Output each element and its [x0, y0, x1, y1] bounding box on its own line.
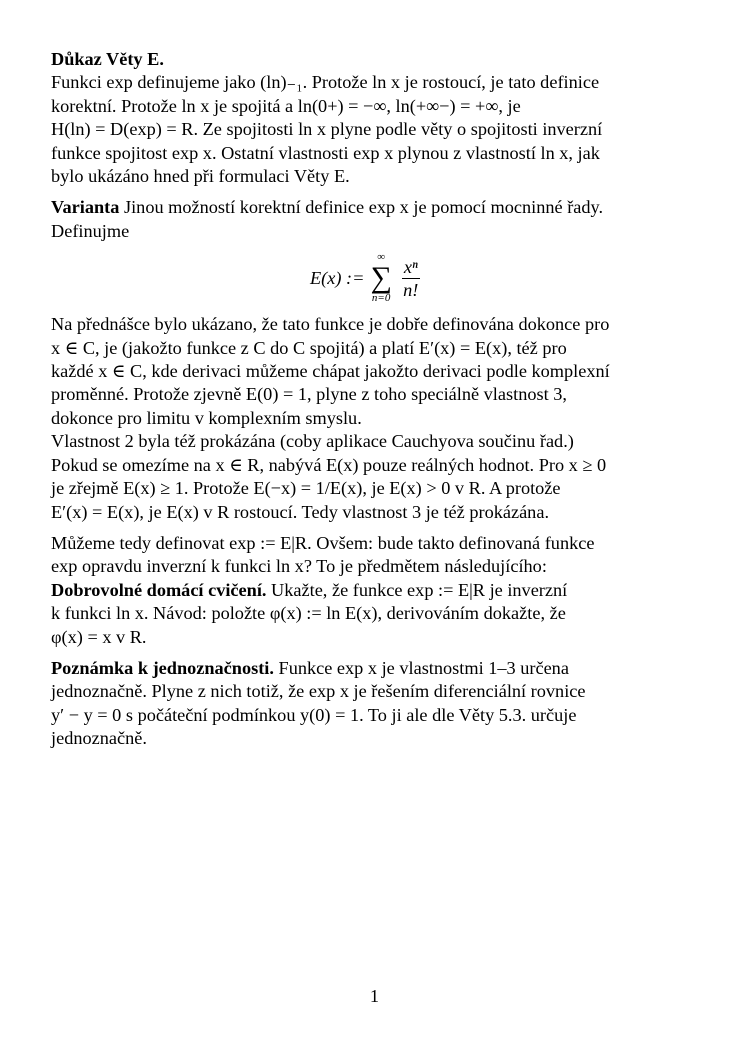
remark-section [51, 657, 699, 751]
text-line: exp opravdu inverzní k funkci ln x? To je předmětem následujícího: [51, 556, 547, 577]
series-formula [51, 243, 699, 313]
sigma-symbol: ∑ [370, 261, 392, 295]
page-number: 1 [369, 986, 380, 1006]
proof-section [51, 48, 699, 188]
text-line: bylo ukázáno hned při formulaci Věty E. [51, 166, 350, 187]
remark-label: Poznámka k jednoznačnosti. [51, 657, 274, 678]
text-line: φ(x) = x v R. [51, 626, 147, 647]
property2-section [51, 430, 699, 524]
proof-heading: Důkaz Věty E. [51, 49, 164, 69]
variant-label: Varianta [51, 197, 120, 218]
define-exp-section [51, 532, 699, 579]
text-line: dokonce pro limitu v komplexním smyslu. [51, 407, 362, 428]
text-line: Poznámka k jednoznačnosti. Funkce exp x je vlastnostmi 1–3 určena [51, 657, 569, 678]
text-line: proměnné. Protože zjevně E(0) = 1, plyne z toho speciálně vlastnost 3, [51, 384, 567, 405]
text-line: je zřejmě E(x) ≥ 1. Protože E(−x) = 1/E(x), je E(x) > 0 v R. A protože [51, 478, 561, 499]
numerator: xⁿ [402, 257, 420, 279]
sum-upper-limit: ∞ [377, 251, 386, 264]
text-line: Na přednášce bylo ukázano, že tato funkce je dobře definována dokonce pro [51, 314, 610, 335]
exercise-section [51, 579, 699, 649]
text-line: Varianta Jinou možností korektní definice exp x je pomocí mocninné řady. [51, 197, 604, 218]
text-line: y′ − y = 0 s počáteční podmínkou y(0) = 1. To ji ale dle Věty 5.3. určuje [51, 704, 577, 725]
lecture-section [51, 313, 699, 430]
text-line: jednoznačně. Plyne z nich totiž, že exp x je řešením diferenciální rovnice [51, 681, 586, 702]
text-line: H(ln) = D(exp) = R. Ze spojitosti ln x plyne podle věty o spojitosti inverzní [51, 119, 603, 140]
sum-lower-limit: n=0 [371, 292, 391, 305]
text-line: x ∈ C, je (jakožto funkce z C do C spojitá) a platí E′(x) = E(x), též pro [51, 337, 567, 358]
summation [370, 252, 391, 304]
formula-lhs: E(x) := [310, 267, 365, 288]
text-line: E′(x) = E(x), je E(x) v R rostoucí. Tedy vlastnost 3 je též prokázána. [51, 501, 550, 522]
fraction [402, 257, 420, 300]
exercise-label: Dobrovolné domácí cvičení. [51, 579, 267, 600]
text-line: Můžeme tedy definovat exp := E|R. Ovšem: bude takto definovaná funkce [51, 532, 595, 553]
text-line: korektní. Protože ln x je spojitá a ln(0+) = −∞, ln(+∞−) = +∞, je [51, 95, 521, 116]
variant-section [51, 196, 699, 313]
text-line: Dobrovolné domácí cvičení. Ukažte, že funkce exp := E|R je inverzní [51, 579, 568, 600]
text-line: k funkci ln x. Návod: položte φ(x) := ln E(x), derivováním dokažte, že [51, 603, 566, 624]
text-line: Vlastnost 2 byla též prokázána (coby aplikace Cauchyova součinu řad.) [51, 431, 574, 452]
denominator: n! [403, 279, 419, 300]
document-page [51, 48, 699, 751]
text-line: funkce spojitost exp x. Ostatní vlastnosti exp x plynou z vlastností ln x, jak [51, 142, 600, 163]
text-line: jednoznačně. [51, 728, 147, 749]
text-line: Pokud se omezíme na x ∈ R, nabývá E(x) pouze reálných hodnot. Pro x ≥ 0 [51, 454, 607, 475]
text-line: Funkci exp definujeme jako (ln)₋₁. Protože ln x je rostoucí, je tato definice [51, 72, 600, 93]
text-line: Definujme [51, 220, 130, 241]
text-line: každé x ∈ C, kde derivaci můžeme chápat jakožto derivaci podle komplexní [51, 361, 610, 382]
